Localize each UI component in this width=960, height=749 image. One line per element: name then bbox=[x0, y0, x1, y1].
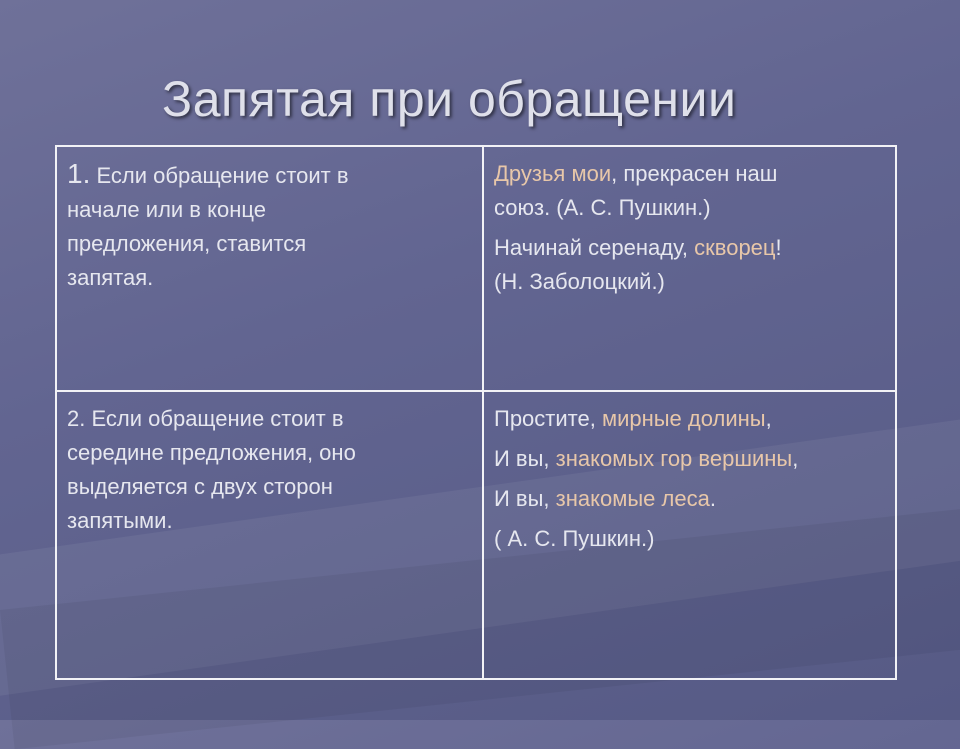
rule-2-line-2: середине предложения, оно bbox=[67, 440, 356, 465]
example-1-line-1 bbox=[494, 157, 885, 191]
address-highlight: скворец bbox=[694, 235, 776, 260]
poem-attribution: ( А. С. Пушкин.) bbox=[494, 526, 655, 551]
rule-1-line-4: запятая. bbox=[67, 265, 154, 290]
rules-table bbox=[55, 145, 897, 680]
rule-cell-2 bbox=[56, 391, 483, 679]
rule-1-line-1 bbox=[67, 157, 472, 193]
slide-title: Запятая при обращении bbox=[162, 71, 737, 127]
example-text: , прекрасен наш bbox=[611, 161, 778, 186]
poem-line-2 bbox=[494, 442, 885, 476]
rule-1-line-2: начале или в конце bbox=[67, 197, 266, 222]
rule-1-text-1: Если обращение стоит в bbox=[96, 163, 349, 188]
example-text: Начинай серенаду, bbox=[494, 235, 695, 260]
rule-2-line-3: выделяется с двух сторон bbox=[67, 474, 333, 499]
example-cell-1 bbox=[483, 146, 896, 391]
address-highlight: знакомые леса bbox=[555, 486, 710, 511]
rule-1-number: 1. bbox=[67, 158, 91, 189]
example-cell-2 bbox=[483, 391, 896, 679]
rule-2-line-4: запятыми. bbox=[67, 508, 173, 533]
rule-1-line-3: предложения, ставится bbox=[67, 231, 307, 256]
example-text: И вы, bbox=[494, 486, 556, 511]
table-row bbox=[56, 146, 896, 391]
rule-cell-1 bbox=[56, 146, 483, 391]
poem-line-1 bbox=[494, 402, 885, 436]
poem-line-3 bbox=[494, 482, 885, 516]
example-text: ! bbox=[775, 235, 782, 260]
rule-2-line-1: 2. Если обращение стоит в bbox=[67, 406, 344, 431]
example-text: Простите, bbox=[494, 406, 602, 431]
address-highlight: мирные долины bbox=[601, 406, 766, 431]
example-text: . bbox=[709, 486, 716, 511]
table-row bbox=[56, 391, 896, 679]
example-text: И вы, bbox=[494, 446, 556, 471]
example-1-line-2: союз. (А. С. Пушкин.) bbox=[494, 195, 711, 220]
address-highlight: Друзья мои bbox=[494, 161, 612, 186]
example-2-line-1 bbox=[494, 231, 885, 265]
example-2-line-2: (Н. Заболоцкий.) bbox=[494, 269, 665, 294]
example-text: , bbox=[765, 406, 772, 431]
example-text: , bbox=[792, 446, 799, 471]
address-highlight: знакомых гор вершины bbox=[555, 446, 793, 471]
